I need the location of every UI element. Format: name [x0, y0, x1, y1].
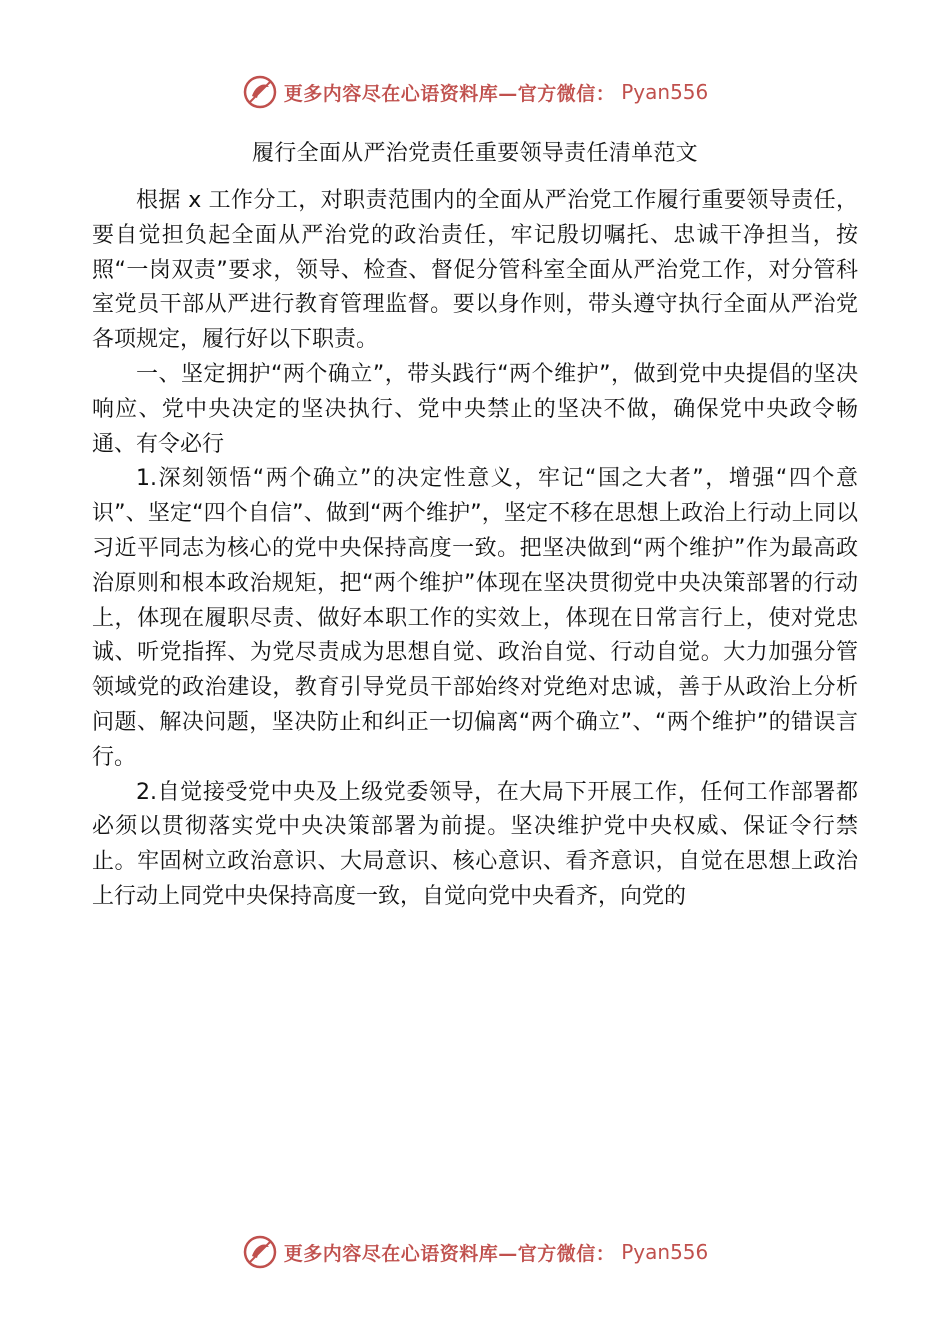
paragraph: 2.自觉接受党中央及上级党委领导，在大局下开展工作，任何工作部署都必须以贯彻落实党中央决策部署为前提。坚决维护党中央权威、保证令行禁止。牢固树立政治意识、大局意识、核心意识、看齐意识，自觉在思想上政治上行动上同党中央保持高度一致，自觉向党中央看齐，向党的: [92, 779, 858, 909]
document-body: [92, 184, 858, 915]
brand-logo-icon: [242, 1234, 278, 1270]
paragraph: 一、坚定拥护“两个确立”，带头践行“两个维护”，做到党中央提倡的坚决响应、党中央决定的坚决执行、党中央禁止的坚决不做，确保党中央政令畅通、有令必行: [92, 361, 858, 457]
watermark-wechat-id: Pyan556: [621, 1240, 709, 1264]
document-title: 履行全面从严治党责任重要领导责任清单范文: [251, 141, 698, 166]
paragraph: 根据 x 工作分工，对职责范围内的全面从严治党工作履行重要领导责任，要自觉担负起全面从严治党的政治责任，牢记殷切嘱托、忠诚干净担当，按照“一岗双责”要求，领导、检查、督促分管科室全面从严治党工作，对分管科室党员干部从严进行教育管理监督。要以身作则，带头遵守执行全面从严治党各项规定，履行好以下职责。: [92, 188, 858, 353]
watermark-text: 更多内容尽在心语资料库—官方微信：: [283, 1242, 616, 1265]
footer-watermark: [0, 1234, 950, 1270]
header-watermark: [0, 74, 950, 110]
watermark-text: 更多内容尽在心语资料库—官方微信：: [283, 82, 616, 105]
paragraph: 1.深刻领悟“两个确立”的决定性意义，牢记“国之大者”，增强“四个意识”、坚定“四个自信”、做到“两个维护”，坚定不移在思想上政治上行动上同以习近平同志为核心的党中央保持高度一致。把坚决做到“两个维护”作为最高政治原则和根本政治规矩，把“两个维护”体现在坚决贯彻党中央决策部署的行动上，体现在履职尽责、做好本职工作的实效上，体现在日常言行上，使对党忠诚、听党指挥、为党尽责成为思想自觉、政治自觉、行动自觉。大力加强分管领域党的政治建设，教育引导党员干部始终对党绝对忠诚，善于从政治上分析问题、解决问题，坚决防止和纠正一切偏离“两个确立”、“两个维护”的错误言行。: [92, 466, 858, 770]
brand-logo-icon: [242, 74, 278, 110]
watermark-wechat-id: Pyan556: [621, 80, 709, 104]
